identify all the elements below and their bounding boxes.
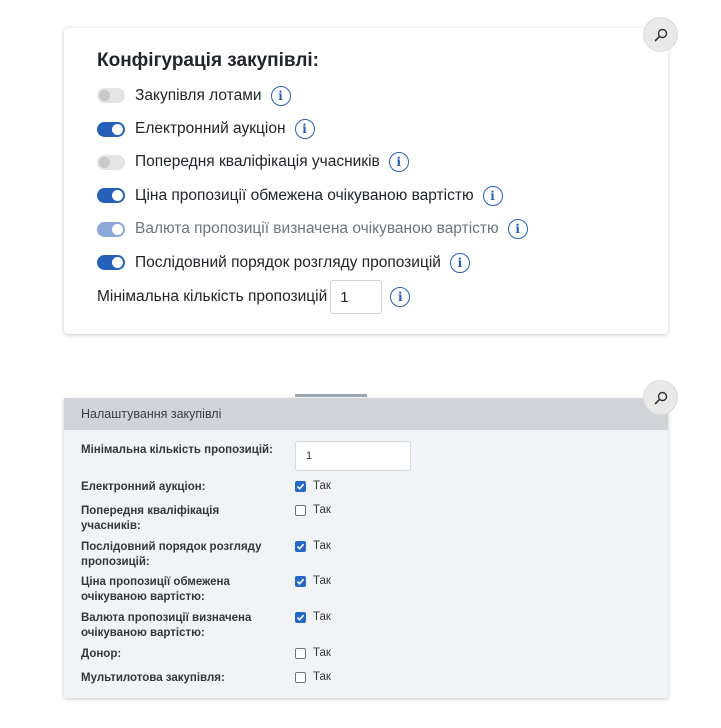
sequential-review-field [295,540,331,552]
panel-tab-indicator [295,394,367,397]
auction-field-label: Електронний аукціон: [81,481,206,493]
min-bids-row [97,279,668,315]
toggle-knob [112,190,123,201]
min-bids-input[interactable] [330,280,382,314]
auction-value: Так [313,480,331,492]
currency-toggle [97,222,125,237]
price-limit-value: Так [313,575,331,587]
min-bids-field-input[interactable] [295,441,411,471]
info-icon[interactable]: i [390,287,410,307]
toggle-knob [112,224,123,235]
checkmark-icon [296,613,305,622]
lots-label: Закупівля лотами [135,86,262,104]
auction-toggle[interactable] [97,122,125,137]
auction-field [295,480,331,492]
price-limit-field [295,575,331,587]
donor-checkbox[interactable] [295,648,306,659]
donor-field [295,647,331,659]
checkmark-icon [296,482,305,491]
config-title: Конфігурація закупівлі: [97,50,320,71]
config-options-list [97,79,668,279]
auction-checkbox[interactable] [295,481,306,492]
info-icon[interactable]: i [483,186,503,206]
info-icon[interactable]: i [450,253,470,273]
prequalification-field [295,504,331,516]
sequential-review-label: Послідовний порядок розгляду пропозицій [135,253,441,271]
min-bids-label: Мінімальна кількість пропозицій [97,288,328,306]
price-limit-toggle[interactable] [97,188,125,203]
checkmark-icon [296,542,305,551]
min-bids-field-label: Мінімальна кількість пропозицій: [81,444,273,456]
prequalification-toggle[interactable] [97,155,125,170]
zoom-button[interactable] [643,17,678,52]
toggle-knob [112,257,123,268]
prequalification-checkbox[interactable] [295,505,306,516]
info-icon[interactable]: i [295,119,315,139]
auction-label: Електронний аукціон [135,120,286,138]
procurement-settings-panel [64,398,668,698]
donor-value: Так [313,647,331,659]
info-icon[interactable]: i [389,152,409,172]
lots-toggle[interactable] [97,88,125,103]
currency-field [295,611,331,623]
donor-field-label: Донор: [81,648,122,660]
currency-field-label: Валюта пропозиції визначена очікуваною вартістю: [81,612,252,639]
multilot-field [295,671,331,683]
price-limit-checkbox[interactable] [295,576,306,587]
currency-label: Валюта пропозиції визначена очікуваною вартістю [135,220,499,238]
toggle-knob [99,90,110,101]
info-icon[interactable]: i [508,219,528,239]
multilot-checkbox[interactable] [295,672,306,683]
procurement-config-panel [64,28,668,334]
info-icon[interactable]: i [271,86,291,106]
config-option-currency [97,213,668,246]
price-limit-field-label: Ціна пропозиції обмежена очікуваною вартістю: [81,576,230,603]
sequential-review-field-label: Послідовний порядок розгляду пропозицій: [81,541,262,568]
min-bids-field [295,441,411,471]
search-icon [654,391,668,405]
toggle-knob [112,124,123,135]
config-option-auction [97,112,668,145]
checkmark-icon [296,577,305,586]
zoom-button[interactable] [643,380,678,415]
sequential-review-value: Так [313,540,331,552]
sequential-review-toggle[interactable] [97,255,125,270]
config-option-prequalification [97,146,668,179]
currency-checkbox[interactable] [295,612,306,623]
price-limit-label: Ціна пропозиції обмежена очікуваною вартістю [135,186,474,204]
sequential-review-checkbox[interactable] [295,541,306,552]
currency-value: Так [313,611,331,623]
config-option-price-limit [97,179,668,212]
multilot-value: Так [313,671,331,683]
toggle-knob [99,157,110,168]
multilot-field-label: Мультилотова закупівля: [81,672,225,684]
config-option-sequential-review [97,246,668,279]
settings-header: Налаштування закупівлі [64,398,668,430]
prequalification-field-label: Попередня кваліфікація учасників: [81,505,220,532]
search-icon [654,28,668,42]
config-option-lots [97,79,668,112]
prequalification-label: Попередня кваліфікація учасників [135,153,380,171]
prequalification-value: Так [313,504,331,516]
